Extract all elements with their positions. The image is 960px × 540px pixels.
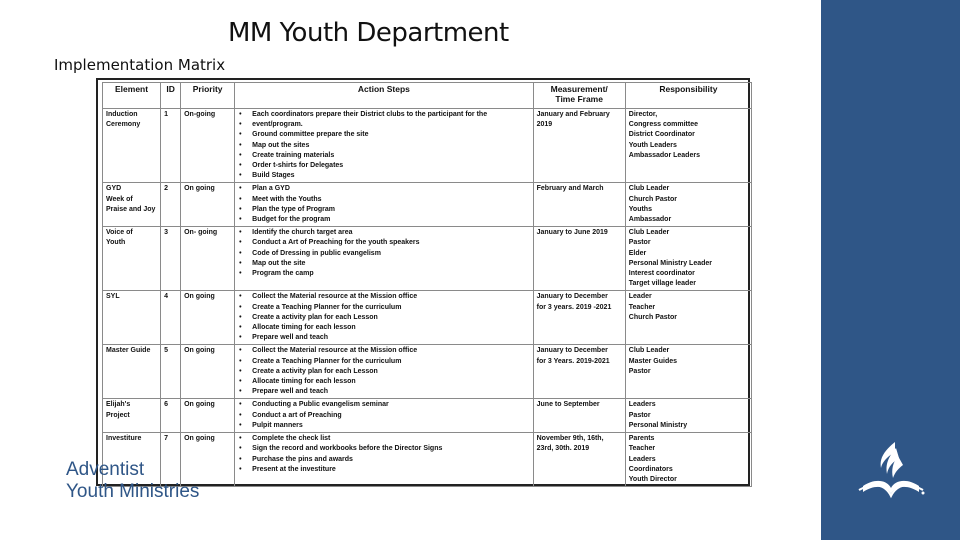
list-item: • Purchase the pins and awards xyxy=(238,455,529,465)
responsibility-line: Parents xyxy=(628,435,655,443)
action-steps-list xyxy=(238,346,529,397)
list-item: • Allocate timing for each lesson xyxy=(238,377,529,387)
header-responsibility: Responsibility xyxy=(625,83,751,109)
cell-element xyxy=(103,399,161,433)
list-item: • Plan the type of Program xyxy=(238,205,529,215)
responsibility-line: Leaders xyxy=(628,401,656,409)
list-item: • Create a activity plan for each Lesson xyxy=(238,313,529,323)
measurement-line: January and February xyxy=(536,111,610,118)
cell-measurement xyxy=(533,345,625,399)
responsibility-line: Master Guides xyxy=(628,357,678,365)
cell-priority: On going xyxy=(181,433,235,487)
list-item: • Collect the Material resource at the Mission office xyxy=(238,346,529,356)
element-line: Elijah's xyxy=(106,401,131,409)
cell-id: 2 xyxy=(161,183,181,227)
list-item: • Conduct a art of Preaching xyxy=(238,411,529,421)
table-row xyxy=(103,183,752,227)
table-row xyxy=(103,109,752,183)
cell-action-steps xyxy=(235,433,533,487)
cell-action-steps xyxy=(235,183,533,227)
measurement-line: February and March xyxy=(536,185,604,193)
element-line: Praise and Joy xyxy=(106,205,156,213)
element-line: Induction xyxy=(106,111,138,118)
list-item: • Order t-shirts for Delegates xyxy=(238,161,529,171)
sda-flame-bible-logo-icon xyxy=(855,438,927,502)
page-subtitle: Implementation Matrix xyxy=(54,56,226,74)
cell-measurement xyxy=(533,291,625,345)
list-item: • Program the camp xyxy=(238,269,529,279)
measurement-line: 23rd, 30th. 2019 xyxy=(536,445,590,453)
cell-action-steps xyxy=(235,227,533,291)
list-item: • Create training materials xyxy=(238,151,529,161)
cell-priority: On going xyxy=(181,399,235,433)
responsibility-line: Youths xyxy=(628,205,652,213)
header-measurement xyxy=(533,83,625,109)
cell-id: 5 xyxy=(161,345,181,399)
element-line: Master Guide xyxy=(106,347,151,355)
list-item: • Allocate timing for each lesson xyxy=(238,323,529,333)
responsibility-line: Club Leader xyxy=(628,229,670,237)
responsibility-line: Leaders xyxy=(628,455,656,463)
element-line: GYD xyxy=(106,185,122,193)
responsibility-line: Interest coordinator xyxy=(628,270,695,278)
responsibility-line: Elder xyxy=(628,249,647,257)
cell-measurement xyxy=(533,399,625,433)
responsibility-line: Congress committee xyxy=(628,121,699,129)
list-item: • Pulpit manners xyxy=(238,421,529,431)
cell-element xyxy=(103,291,161,345)
list-item: • Code of Dressing in public evangelism xyxy=(238,249,529,259)
list-item: • Meet with the Youths xyxy=(238,195,529,205)
table-row xyxy=(103,345,752,399)
cell-priority: On-going xyxy=(181,109,235,183)
responsibility-line: Coordinators xyxy=(628,465,673,473)
cell-measurement xyxy=(533,183,625,227)
measurement-line: January to December xyxy=(536,293,608,301)
cell-measurement xyxy=(533,433,625,487)
list-item: • Create a activity plan for each Lesson xyxy=(238,367,529,377)
list-item: • Complete the check list xyxy=(238,434,529,444)
element-line: Week of xyxy=(106,195,133,203)
list-item: • Sign the record and workbooks before the Director Signs xyxy=(238,444,529,454)
table-row xyxy=(103,433,752,487)
responsibility-line: Personal Ministry Leader xyxy=(628,259,713,267)
cell-id: 3 xyxy=(161,227,181,291)
adventist-youth-ministries-wordmark xyxy=(66,459,199,503)
action-steps-list xyxy=(238,228,529,279)
page-title: MM Youth Department xyxy=(228,18,509,48)
cell-measurement xyxy=(533,109,625,183)
responsibility-line: Target village leader xyxy=(628,280,696,288)
table-row xyxy=(103,291,752,345)
cell-responsibility xyxy=(625,345,751,399)
list-item: • Create a Teaching Planner for the curriculum xyxy=(238,357,529,367)
matrix-table xyxy=(102,82,752,487)
action-steps-list xyxy=(238,110,529,181)
cell-id: 6 xyxy=(161,399,181,433)
responsibility-line: Personal Ministry xyxy=(628,421,688,429)
responsibility-line: Ambassador Leaders xyxy=(628,151,700,159)
responsibility-line: Pastor xyxy=(628,239,651,247)
responsibility-line: Teacher xyxy=(628,303,656,311)
measurement-line: for 3 Years. 2019-2021 xyxy=(536,357,610,365)
responsibility-line: Leader xyxy=(628,293,652,301)
brand-line-2: Youth Ministries xyxy=(66,481,200,502)
list-item: • Create a Teaching Planner for the curriculum xyxy=(238,303,529,313)
responsibility-line: Pastor xyxy=(628,411,651,419)
element-line: Youth xyxy=(106,239,126,247)
responsibility-line: Club Leader xyxy=(628,185,670,193)
measurement-line: January to December xyxy=(536,347,608,355)
cell-id: 4 xyxy=(161,291,181,345)
cell-responsibility xyxy=(625,183,751,227)
cell-responsibility xyxy=(625,399,751,433)
action-steps-list xyxy=(238,184,529,225)
cell-action-steps xyxy=(235,345,533,399)
list-item: • Conducting a Public evangelism seminar xyxy=(238,400,529,410)
list-item: • event/program. xyxy=(238,120,529,130)
cell-element xyxy=(103,227,161,291)
list-item: • Budget for the program xyxy=(238,215,529,225)
cell-id: 1 xyxy=(161,109,181,183)
responsibility-line: Youth Leaders xyxy=(628,141,677,149)
cell-id: 7 xyxy=(161,433,181,487)
cell-action-steps xyxy=(235,399,533,433)
list-item: • Each coordinators prepare their District clubs to the participant for the xyxy=(238,110,529,120)
table-row xyxy=(103,227,752,291)
header-priority: Priority xyxy=(181,83,235,109)
cell-priority: On going xyxy=(181,291,235,345)
responsibility-line: Pastor xyxy=(628,367,651,375)
cell-responsibility xyxy=(625,433,751,487)
table-row xyxy=(103,399,752,433)
responsibility-line: Church Pastor xyxy=(628,195,677,203)
list-item: • Prepare well and teach xyxy=(238,333,529,343)
list-item: • Present at the investiture xyxy=(238,465,529,475)
cell-element xyxy=(103,183,161,227)
header-action-steps: Action Steps xyxy=(235,83,533,109)
measurement-line: 2019 xyxy=(536,121,553,129)
cell-action-steps xyxy=(235,291,533,345)
cell-responsibility xyxy=(625,109,751,183)
measurement-line: for 3 years. 2019 -2021 xyxy=(536,303,612,311)
header-measurement-line2: Time Frame xyxy=(555,94,603,104)
cell-element xyxy=(103,109,161,183)
cell-priority: On going xyxy=(181,345,235,399)
responsibility-line: Director, xyxy=(628,111,658,118)
cell-element xyxy=(103,345,161,399)
list-item: • Ground committee prepare the site xyxy=(238,130,529,140)
brand-line-1: Adventist xyxy=(66,459,145,480)
list-item: • Map out the site xyxy=(238,259,529,269)
list-item: • Plan a GYD xyxy=(238,184,529,194)
cell-priority: On- going xyxy=(181,227,235,291)
action-steps-list xyxy=(238,400,529,431)
element-line: Project xyxy=(106,411,130,419)
element-line: Voice of xyxy=(106,229,133,237)
action-steps-list xyxy=(238,292,529,343)
cell-priority: On going xyxy=(181,183,235,227)
implementation-matrix xyxy=(96,78,750,486)
table-header-row xyxy=(103,83,752,109)
element-line: SYL xyxy=(106,293,120,301)
header-measurement-line1: Measurement/ xyxy=(550,84,608,94)
list-item: • Conduct a Art of Preaching for the youth speakers xyxy=(238,238,529,248)
list-item: • Identify the church target area xyxy=(238,228,529,238)
responsibility-line: Teacher xyxy=(628,445,656,453)
responsibility-line: Club Leader xyxy=(628,347,670,355)
responsibility-line: District Coordinator xyxy=(628,131,695,139)
list-item: • Prepare well and teach xyxy=(238,387,529,397)
element-line: Ceremony xyxy=(106,121,141,129)
measurement-line: January to June 2019 xyxy=(536,229,608,237)
cell-responsibility xyxy=(625,291,751,345)
responsibility-line: Youth Director xyxy=(628,475,677,483)
list-item: • Map out the sites xyxy=(238,141,529,151)
responsibility-line: Church Pastor xyxy=(628,313,677,321)
cell-measurement xyxy=(533,227,625,291)
cell-responsibility xyxy=(625,227,751,291)
measurement-line: November 9th, 16th, xyxy=(536,435,604,443)
header-element: Element xyxy=(103,83,161,109)
brand-sidebar xyxy=(821,0,960,540)
element-line: Investiture xyxy=(106,435,142,443)
cell-action-steps xyxy=(235,109,533,183)
responsibility-line: Ambassador xyxy=(628,216,672,224)
measurement-line: June to September xyxy=(536,401,600,409)
header-id: ID xyxy=(161,83,181,109)
action-steps-list xyxy=(238,434,529,475)
list-item: • Collect the Material resource at the Mission office xyxy=(238,292,529,302)
list-item: • Build Stages xyxy=(238,171,529,181)
